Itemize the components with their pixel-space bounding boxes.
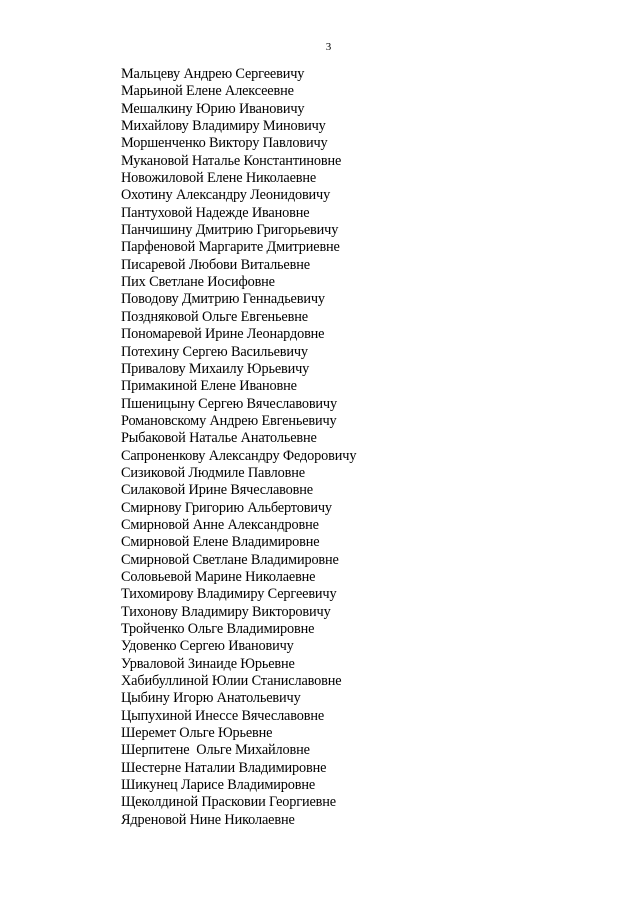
list-item: Панчишину Дмитрию Григорьевичу [121, 222, 339, 239]
list-item: Рыбаковой Наталье Анатольевне [121, 430, 317, 447]
list-item: Пих Светлане Иосифовне [121, 274, 275, 291]
list-item: Сапроненкову Александру Федоровичу [121, 447, 357, 464]
list-item: Романовскому Андрею Евгеньевичу [121, 412, 337, 429]
list-item: Силаковой Ирине Вячеславовне [121, 482, 313, 499]
list-item: Пшеницыну Сергею Вячеславовичу [121, 395, 337, 412]
list-item: Удовенко Сергею Ивановичу [121, 638, 294, 655]
list-item: Охотину Александру Леонидовичу [121, 187, 331, 204]
list-item: Тихонову Владимиру Викторовичу [121, 603, 331, 620]
list-item: Михайлову Владимиру Миновичу [121, 118, 326, 135]
list-item: Примакиной Елене Ивановне [121, 378, 297, 395]
list-item: Шикунец Ларисе Владимировне [121, 777, 316, 794]
list-item: Смирновой Светлане Владимировне [121, 551, 339, 568]
list-item: Потехину Сергею Васильевичу [121, 343, 308, 360]
list-item: Шерпитене Ольге Михайловне [121, 742, 310, 759]
list-item: Поводову Дмитрию Геннадьевичу [121, 291, 325, 308]
list-item: Марьиной Елене Алексеевне [121, 83, 294, 100]
list-item: Пономаревой Ирине Леонардовне [121, 326, 325, 343]
list-item: Пантуховой Надежде Ивановне [121, 204, 310, 221]
list-item: Тихомирову Владимиру Сергеевичу [121, 586, 337, 603]
list-item: Поздняковой Ольге Евгеньевне [121, 308, 308, 325]
list-item: Смирновой Елене Владимировне [121, 534, 320, 551]
list-item: Мешалкину Юрию Ивановичу [121, 100, 305, 117]
list-item: Сизиковой Людмиле Павловне [121, 464, 305, 481]
list-item: Привалову Михаилу Юрьевичу [121, 360, 310, 377]
list-item: Ядреновой Нине Николаевне [121, 811, 295, 828]
names-list [121, 66, 356, 829]
list-item: Тройченко Ольге Владимировне [121, 621, 315, 637]
list-item: Цыбину Игорю Анатольевичу [121, 690, 301, 707]
list-item: Щеколдиной Прасковии Георгиевне [121, 794, 336, 811]
list-item: Смирнову Григорию Альбертовичу [121, 499, 332, 516]
list-item: Шестерне Наталии Владимировне [121, 759, 327, 776]
list-item: Шеремет Ольге Юрьевне [121, 725, 273, 742]
list-item: Цыпухиной Инессе Вячеславовне [121, 707, 325, 724]
list-item: Смирновой Анне Александровне [121, 516, 319, 533]
page-number: 3 [325, 41, 332, 53]
list-item: Мальцеву Андрею Сергеевичу [121, 66, 305, 82]
list-item: Новожиловой Елене Николаевне [121, 170, 317, 187]
list-item: Писаревой Любови Витальевне [121, 256, 310, 273]
list-item: Хабибуллиной Юлии Станиславовне [121, 673, 342, 690]
list-item: Парфеновой Маргарите Дмитриевне [121, 239, 340, 256]
list-item: Соловьевой Марине Николаевне [121, 568, 316, 585]
list-item: Мукановой Наталье Константиновне [121, 152, 342, 169]
list-item: Урваловой Зинаиде Юрьевне [121, 655, 295, 672]
list-item: Моршенченко Виктору Павловичу [121, 135, 328, 152]
